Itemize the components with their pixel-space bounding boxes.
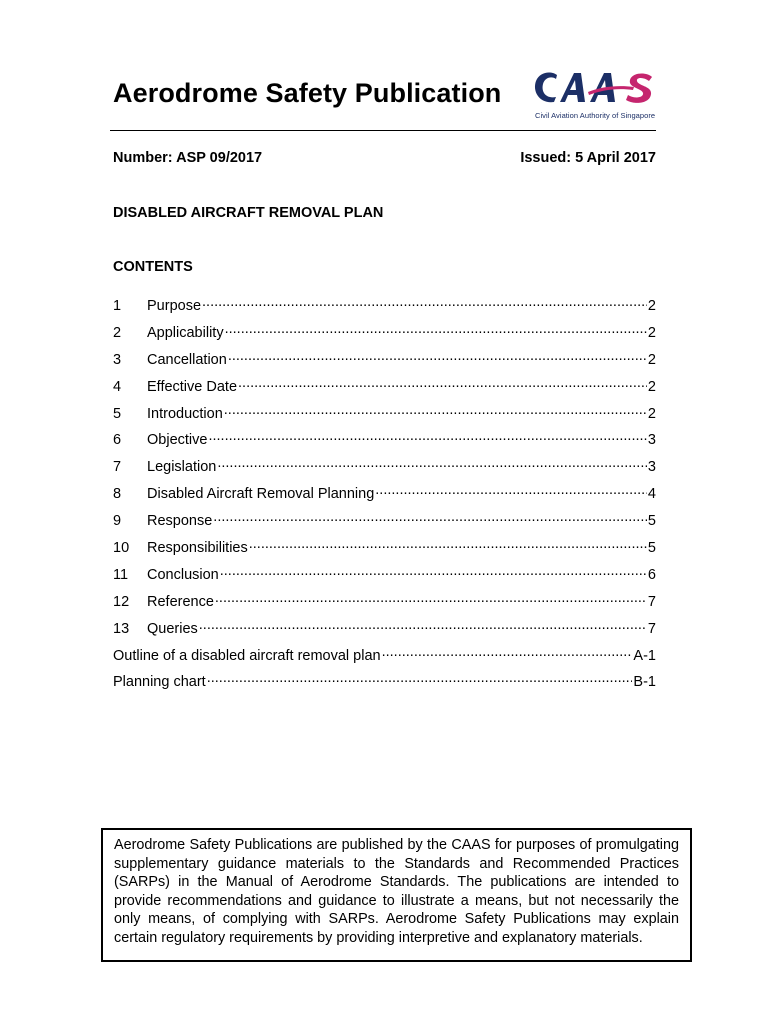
toc-leader-dots: [238, 375, 647, 391]
publication-number: Number: ASP 09/2017: [113, 150, 263, 166]
toc-entry-page: 2: [647, 324, 656, 341]
header-divider: [110, 130, 656, 131]
toc-appendix-page: B-1: [633, 674, 656, 691]
toc-leader-dots: [202, 294, 647, 310]
toc-entry-label: Response: [147, 513, 213, 530]
toc-entry-label: Responsibilities: [147, 540, 248, 557]
toc-entry-page: 2: [647, 298, 656, 314]
toc-entry-label: Conclusion: [147, 566, 219, 583]
disclaimer-text: Aerodrome Safety Publications are published by the CAAS for purposes of promulgating supplementary guidance materials to the Standards and Recommended Practices (SARPs) in the Manual of Aerodrome Standards. The publications are intended to provide recommendations and guidance to illustrate a means, but not necessarily the only means, of complying with SARPs. Aerodrome Safety Publications may explain certain regulatory requirements by providing interpretive and explanatory materials.: [114, 837, 679, 946]
toc-entry-label: Cancellation: [147, 351, 227, 368]
toc-entry-number: 12: [113, 593, 130, 610]
toc-entry-label: Applicability: [147, 324, 224, 341]
toc-leader-dots: [213, 509, 647, 525]
toc-entry-effective-date[interactable]: [113, 375, 656, 402]
toc-leader-dots: [208, 428, 646, 444]
toc-entry-number: 7: [113, 459, 122, 476]
toc-appendix-outline[interactable]: [113, 644, 656, 671]
toc-leader-dots: [249, 536, 647, 552]
toc-entry-number: 10: [113, 540, 130, 557]
toc-entry-number: 3: [113, 351, 122, 368]
toc-entry-legislation[interactable]: [113, 455, 656, 482]
toc-entry-number: 8: [113, 486, 122, 503]
toc-entry-page: 5: [647, 513, 656, 530]
caas-logo-mark: [530, 68, 660, 110]
toc-leader-dots: [215, 590, 647, 606]
toc-entry-number: 9: [113, 513, 122, 530]
toc-entry-page: 5: [647, 540, 656, 557]
document-subject: DISABLED AIRCRAFT REMOVAL PLAN: [113, 205, 384, 221]
toc-appendix-label: Planning chart: [113, 674, 206, 691]
toc-entry-number: 2: [113, 324, 122, 341]
toc-entry-response[interactable]: [113, 509, 656, 536]
issue-date: Issued: 5 April 2017: [520, 150, 656, 166]
toc-entry-number: 5: [113, 405, 122, 422]
toc-entry-queries[interactable]: [113, 617, 656, 644]
toc-entry-reference[interactable]: [113, 590, 656, 617]
toc-leader-dots: [207, 670, 633, 686]
toc-entry-introduction[interactable]: [113, 402, 656, 429]
caas-logo: [530, 68, 660, 128]
contents-heading: CONTENTS: [113, 259, 193, 275]
toc-entry-objective[interactable]: [113, 428, 656, 455]
toc-entry-label: Reference: [147, 593, 214, 610]
table-of-contents: [113, 294, 656, 697]
toc-entry-label: Queries: [147, 620, 198, 637]
toc-entry-page: 7: [647, 620, 656, 637]
toc-leader-dots: [228, 348, 647, 364]
toc-appendix-page: A-1: [633, 647, 656, 664]
toc-appendix-planning-chart[interactable]: [113, 670, 656, 697]
toc-entry-cancellation[interactable]: [113, 348, 656, 375]
toc-entry-label: Disabled Aircraft Removal Planning: [147, 486, 375, 503]
document-title: Aerodrome Safety Publication: [113, 78, 502, 108]
toc-entry-conclusion[interactable]: [113, 563, 656, 590]
toc-entry-purpose[interactable]: [113, 294, 656, 321]
toc-entry-number: 1: [113, 298, 122, 314]
toc-entry-page: 4: [647, 486, 656, 503]
caas-logo-subtitle: Civil Aviation Authority of Singapore: [535, 111, 656, 120]
toc-leader-dots: [199, 617, 647, 633]
toc-entry-number: 6: [113, 432, 122, 449]
toc-entry-label: Objective: [147, 432, 208, 449]
toc-entry-number: 4: [113, 378, 122, 395]
toc-leader-dots: [382, 644, 633, 660]
toc-entry-responsibilities[interactable]: [113, 536, 656, 563]
toc-entry-number: 11: [113, 566, 129, 583]
toc-entry-page: 7: [647, 593, 656, 610]
toc-entry-page: 6: [647, 566, 656, 583]
toc-entry-label: Legislation: [147, 459, 217, 476]
toc-entry-number: 13: [113, 620, 130, 637]
toc-entry-page: 2: [647, 405, 656, 422]
toc-entry-removal-planning[interactable]: [113, 482, 656, 509]
toc-leader-dots: [217, 455, 647, 471]
toc-entry-page: 2: [647, 351, 656, 368]
toc-leader-dots: [375, 482, 647, 498]
toc-entry-label: Effective Date: [147, 378, 238, 395]
toc-entry-label: Introduction: [147, 405, 223, 422]
toc-appendix-label: Outline of a disabled aircraft removal plan: [113, 647, 381, 664]
toc-leader-dots: [220, 563, 647, 579]
toc-leader-dots: [224, 402, 647, 418]
toc-entry-label: Purpose: [147, 298, 202, 314]
toc-entry-page: 2: [647, 378, 656, 395]
toc-entry-page: 3: [647, 459, 656, 476]
toc-entry-applicability[interactable]: [113, 321, 656, 348]
disclaimer-box: [101, 828, 692, 962]
toc-leader-dots: [225, 321, 647, 337]
toc-entry-page: 3: [647, 432, 656, 449]
